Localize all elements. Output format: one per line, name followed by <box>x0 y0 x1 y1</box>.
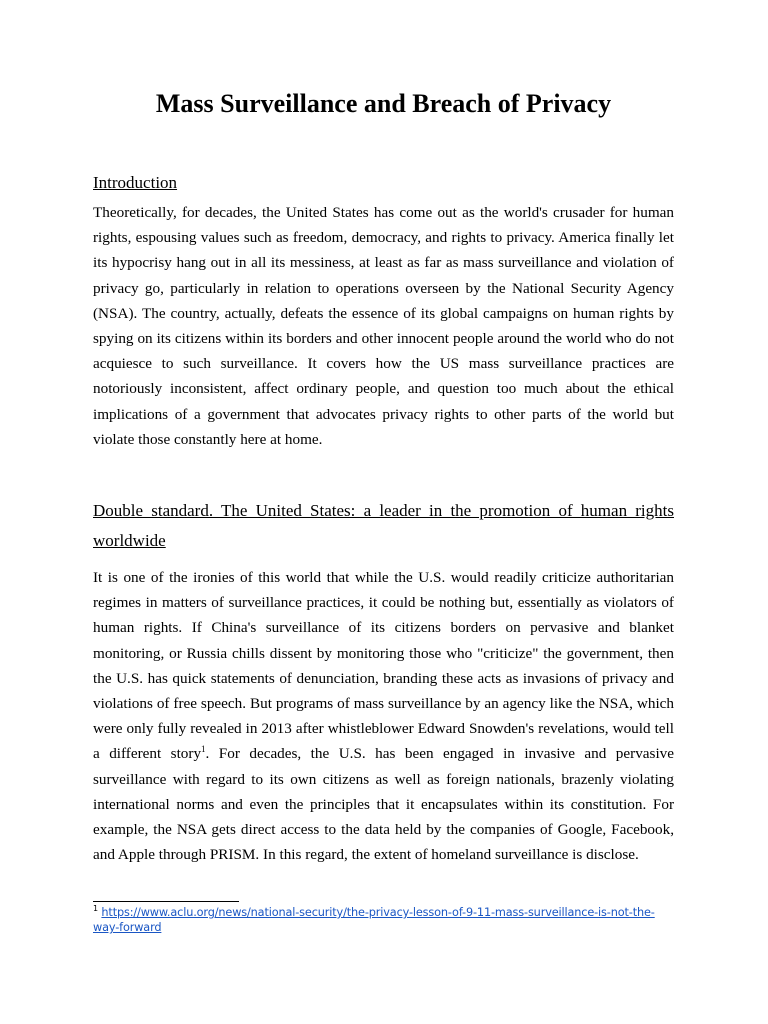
paragraph-text-before-reference: It is one of the ironies of this world that while the U.S. would readily criticize authoritarian regimes in matters of surveillance practices, it could be nothing but, essentially as violators of human rights. If China's surveillance of its citizens borders on pervasive and blanket monitoring, or Russia chills dissent by monitoring those who "criticize" the government, then the U.S. has quick statements of denunciation, branding these acts as invasions of privacy and violations of free speech. But programs of mass surveillance by an agency like the NSA, which were only fully revealed in 2013 after whistleblower Edward Snowden's revelations, would tell a different story <box>93 569 674 763</box>
double-standard-paragraph <box>93 565 674 867</box>
introduction-paragraph: Theoretically, for decades, the United States has come out as the world's crusader for human rights, espousing values such as freedom, democracy, and rights to privacy. America finally let its hypocrisy hang out in all its messiness, at least as far as mass surveillance and violation of privacy go, particularly in relation to operations overseen by the National Security Agency (NSA). The country, actually, defeats the essence of its global campaigns on human rights by spying on its citizens within its borders and other innocent people around the world who do not acquiesce to such surveillance. It covers how the US mass surveillance practices are notoriously inconsistent, affect ordinary people, and question too much about the ethical implications of a government that advocates privacy rights to other parts of the world but violate those constantly here at home. <box>93 204 674 448</box>
introduction-heading: Introduction <box>93 173 178 192</box>
footnote-reference-marker[interactable]: 1 <box>201 744 206 755</box>
paragraph-text-after-reference: . For decades, the U.S. has been engaged in invasive and pervasive surveillance with regard to its own citizens as well as foreign nationals, brazenly violating international norms and even the principles that it encapsulates within its constitution. For example, the NSA gets direct access to the data held by the companies of Google, Facebook, and Apple through PRISM. In this regard, the extent of homeland surveillance is disclose. <box>93 745 674 864</box>
footnote-link[interactable]: https://www.aclu.org/news/national-security/the-privacy-lesson-of-9-11-mass-surveillance-is-not-the-way-forward <box>93 906 655 934</box>
footnote-separator <box>93 901 239 902</box>
double-standard-heading: Double standard. The United States: a leader in the promotion of human rights worldwide <box>93 501 674 550</box>
footnote-marker: 1 <box>93 904 98 914</box>
document-title: Mass Surveillance and Breach of Privacy <box>155 89 612 118</box>
footnote <box>93 905 674 935</box>
